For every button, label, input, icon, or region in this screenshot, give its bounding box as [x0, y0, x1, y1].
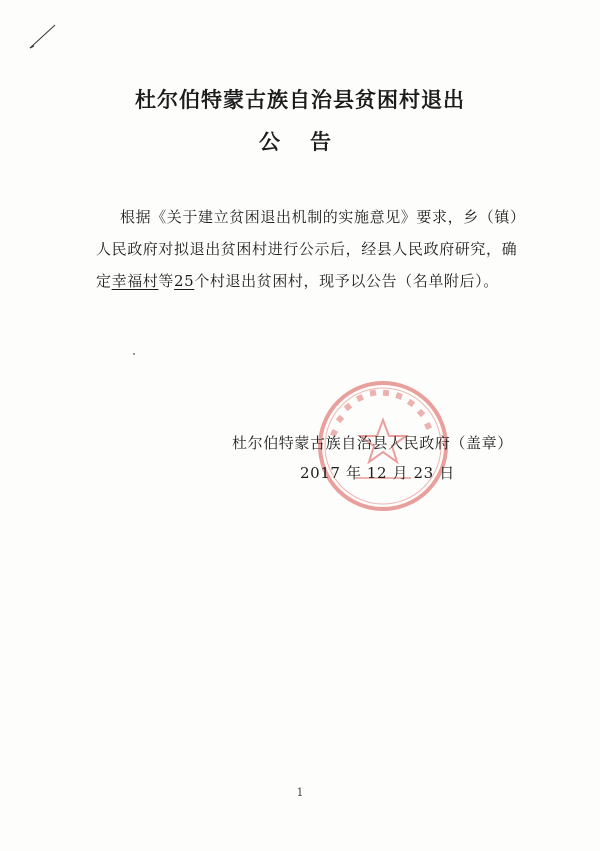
body-line-2: 人民政府对拟退出贫困村进行公示后，经县人民政府研究，确 [96, 240, 518, 258]
page-number: 1 [296, 786, 304, 799]
body-line-3-prefix: 定 [96, 272, 112, 290]
document-title: 杜尔伯特蒙古族自治县贫困村退出 [135, 88, 465, 112]
body-line-3-suffix: 个村退出贫困村，现予以公告（名单附后）。 [194, 272, 499, 290]
body-line-3-mid: 等 [158, 272, 175, 290]
issue-date: 2017 年 12 月 23 日 [300, 464, 455, 482]
body-line-3 [96, 270, 499, 291]
village-name: 幸福村 [111, 272, 159, 290]
village-count: 25 [174, 272, 195, 290]
scan-speck [133, 353, 135, 355]
document-subtitle: 公告 [259, 130, 361, 154]
scan-mark [28, 22, 58, 50]
issuer-signature: 杜尔伯特蒙古族自治县人民政府（盖章） [232, 434, 513, 452]
body-line-1: 根据《关于建立贫困退出机制的实施意见》要求，乡（镇） [120, 208, 526, 226]
